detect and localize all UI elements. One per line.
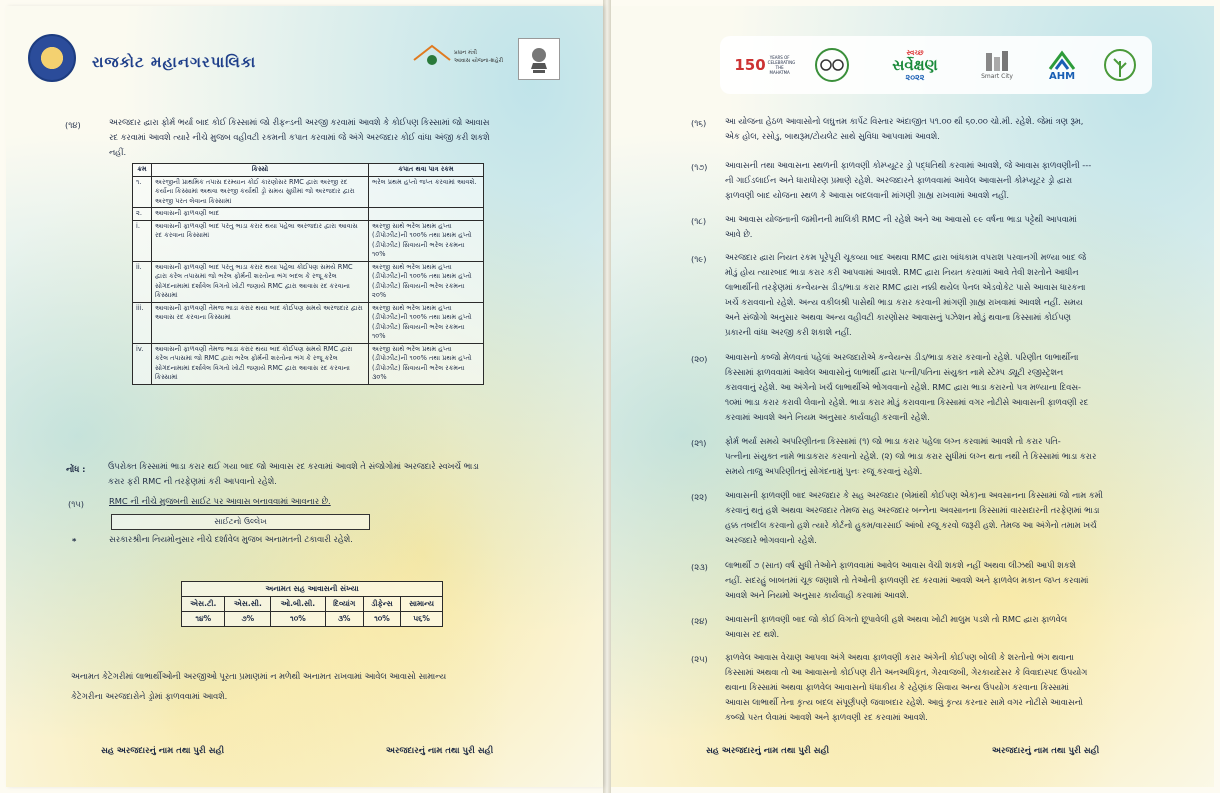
note-line: ઉપરોક્ત કિસ્સામાં ભાડા કરાર થઈ ગયા બાદ જો આવાસ રદ કરવામાં આવશે તે સંજોગોમાં અરજદારે સ્વખર્ચે ભાડા xyxy=(108,461,479,471)
fee-row-case: આવાસની ફાળવણી તેમજ ભાડા કરાર થયા બાદ કોઈપણ સમયે RMC દ્વારા કરેલ તપાસમાં જો RMC દ્વારા ભરેલ ફોર્મની શરતોના ભંગ કે રજૂ કરેલ સોગંદનામામાં દર્શાવેલ વિગતો ખોટી જણાયે RMC દ્વારા આવાસ રદ કરવાના કિસ્સામાં xyxy=(152,343,369,384)
list-item xyxy=(691,488,1161,558)
table-row xyxy=(133,302,484,343)
rule-number: (૨૧) xyxy=(691,438,707,448)
rule-number: (૨૨) xyxy=(691,492,708,502)
rule-line: નહીં. સદરહું બાબતમાં ચૂક જણાશે તો તેઓની ફાળવણી રદ કરવામાં આવશે અને ફાળવેલ મકાન જપ્ત કરવામાં xyxy=(725,575,1089,585)
fee-table-header xyxy=(133,164,484,177)
rule-line: અને સંજોગો અનુસાર અથવા અન્ય વહીવટી કારણોસર આવાસનું પઝેશન મોડું થવાના કિસ્સામાં કોઈપણ xyxy=(725,312,1071,322)
res-table-title-row xyxy=(182,582,443,597)
rule-line: આ આવાસ યોજનાની જમીનની માલિકી RMC ની રહેશે અને આ આવાસો ૯૯ વર્ષના ભાડા પટ્ટેથી આપવામાં xyxy=(725,214,1077,224)
p14-number: (૧૪) xyxy=(65,120,81,130)
swachh-survekshan-logo xyxy=(870,44,960,86)
swachh-line3: ૨૦૨૨ xyxy=(905,72,925,82)
gandhi-150-logo xyxy=(734,44,796,86)
rule-line: પ્રકારની વાંધા અરજી કરી શકાશે નહીં. xyxy=(725,327,852,337)
res-value: ૧૦% xyxy=(363,612,400,627)
fee-row-amount: અરજી સાથે ભરેલ પ્રથમ હપ્તા (ડીપોઝીટ)ની ૧૦૦% તથા પ્રથમ હપ્તો (ડીપોઝીટ) સિવાયની ભરેલ રકમના ૨૦% xyxy=(369,261,484,302)
rule-line: એક હોલ, રસોડુ, બાથરૂમ/ટોયલેટ સાથે સુવિધા આપવામાં આવશે. xyxy=(725,131,940,141)
rule-line: કિસ્સામાં અથવા તો આ આવાસનો કોઈપણ રીતે અનઅધિકૃત, ગેરવાજબી, ગેરકાયદેસર કે વિવાદાસ્પદ ઉપયોગ xyxy=(725,667,1088,677)
pmay-logo-line2: આવાસ યોજના-શહેરી xyxy=(454,58,504,64)
fee-row-sr: iii. xyxy=(133,302,152,343)
res-value: ૩% xyxy=(325,612,363,627)
reservation-line: સરકારશ્રીના નિયમોનુસાર નીચે દર્શાવેલ મુજબ અનામતની ટકાવારી રહેશે. xyxy=(109,534,353,544)
green-city-icon xyxy=(1096,44,1144,86)
fee-row-amount xyxy=(369,208,484,221)
reservation-bullet: * xyxy=(72,536,77,546)
fee-row-sr: ૨. xyxy=(133,208,152,221)
site-mention-box: સાઈટનો ઉલ્લેખ xyxy=(111,514,370,530)
rule-line: પત્નીના સંયુક્ત નામે ભાડાકરાર કરવાનો રહેશે. (૨) જો ભાડા કરાર સુધીમાં લગ્ન થતા નથી તે કિસ્સામાં ભાડા કરાર xyxy=(725,451,1097,461)
note-text xyxy=(108,459,560,489)
ahm-house-icon xyxy=(1047,49,1077,71)
rule-line: ફાળવેલ આવાસ વેચાણ આપવા અંગે અથવા ફાળવણી કરાર અંગેની કોઈપણ બોલી કે શરતોનો ભંગ થવાના xyxy=(725,652,1074,662)
fee-row-case: આવાસની ફાળવણી બાદ xyxy=(152,208,369,221)
fee-row-sr: ૧. xyxy=(133,176,152,208)
co-applicant-signature-label: સહ અરજદારનું નામ તથા પુરી સહી xyxy=(706,746,830,756)
list-item xyxy=(691,212,1161,250)
list-item xyxy=(691,612,1161,650)
note-line: કરાર ફરી RMC ની તરફેણમાં કરી આપવાનો રહેશે. xyxy=(108,476,277,486)
table-row xyxy=(133,343,484,384)
rule-number: (૧૭) xyxy=(691,162,708,172)
fee-row-amount: ભરેલ પ્રથમ હપ્તો જપ્ત કરવામાં આવશે. xyxy=(369,176,484,208)
table-row xyxy=(133,176,484,208)
rule-line: ની ગાઈડલાઈન અને ધારાધોરણ પ્રમાણે રહેશે. અરજદારને ફાળવવામાં આવેલ આવાસની કોમ્પ્યૂટર ડ્રો દ્વારા xyxy=(725,175,1073,185)
rule-text xyxy=(725,212,1165,242)
p15-text: RMC ની નીચે મુજબની સાઈટ પર આવાસ બનાવવામાં આવનાર છે. xyxy=(109,496,331,506)
p14-line: નહીં. xyxy=(109,147,127,157)
note-label: નોંધ : xyxy=(66,464,86,474)
table-row xyxy=(133,220,484,261)
rule-line: કિસ્સામાં ફાળવવામાં આવેલ આવાસોનું લાભાર્થી દ્વારા પત્ની/પતિના સંયુક્ત નામે સ્ટેમ્પ ડ્યૂટી રજીસ્ટ્રેશન xyxy=(725,367,1064,377)
res-value: ૧૦% xyxy=(271,612,325,627)
rule-line: લાભાર્થીની તરફેણમાં કન્વેયન્સ ડીડ/ભાડા કરાર RMC દ્વારા નક્કી થયેલ પેનલ એડવોકેટ પાસે આવાસ ધારકના xyxy=(725,282,1086,292)
list-item xyxy=(691,158,1161,212)
rule-text xyxy=(725,612,1165,642)
res-header: એસ.સી. xyxy=(225,597,271,612)
list-item xyxy=(691,434,1161,488)
fee-row-amount: અરજી સાથે ભરેલ પ્રથમ હપ્તા (ડીપોઝીટ)ની ૧૦૦% તથા પ્રથમ હપ્તો (ડીપોઝીટ) સિવાયની ભરેલ રકમના ૧૦% xyxy=(369,220,484,261)
rule-line: ફોર્મ ભર્યા સમયે અપરિણીતના કિસ્સામાં (૧) જો ભાડા કરાર પહેલા લગ્ન કરવામાં આવશે તો કરાર પતિ- xyxy=(725,436,1061,446)
fee-row-case: આવાસની ફાળવણી બાદ પરંતુ ભાડા કરાર થયા પહેલા કોઈપણ સમયે RMC દ્વારા કરેલ તપાસમાં જો ભરેલ ફોર્મની શરતોના ભંગ બદલ કે રજૂ કરેલ સોગંદનામામાં દર્શાવેલ વિગતો ખોટી જણાયે RMC દ્વારા આવાસ રદ કરવાના કિસ્સામાં xyxy=(152,261,369,302)
rule-line: અરજદાર દ્વારા નિયત રકમ પૂરેપૂરી ચૂકવ્યા બાદ અથવા RMC દ્વારા બાંધકામ વપરાશ પરવાનગી મળ્યા બાદ જે xyxy=(725,252,1086,262)
reserve-line: અનામત કેટેગરીમાં લાભાર્થીઓની અરજીઓ પૂરતા પ્રમાણમાં ન મળેથી અનામત રાખવામાં આવેલ આવાસો સામાન્ય xyxy=(71,671,447,681)
rule-line: લાભાર્થી ૭ (સાત) વર્ષ સુધી તેઓને ફાળવવામાં આવેલ આવાસ વેંચી શકશે નહીં અથવા લીઝથી આપી શકશે xyxy=(725,560,1076,570)
table-row xyxy=(133,208,484,221)
rule-text xyxy=(725,350,1165,425)
rule-number: (૧૮) xyxy=(691,216,707,226)
rule-line: ખર્ચે કરાવવાનો રહેશે. અન્ય વકીલશ્રી પાસેથી ભાડા કરાર કરવાની માંગણી ગ્રાહ્ય રાખવામાં આવશે નહીં. સમય xyxy=(725,297,1083,307)
p14-line: અરજદાર દ્વારા ફોર્મ ભર્યા બાદ કોઈ કિસ્સામાં જો રીફન્ડની અરજી કરવામાં આવશે કે કોઈપણ કિસ્સામાં જો આવાસ xyxy=(109,117,490,127)
fee-row-sr: iv. xyxy=(133,343,152,384)
rules-list xyxy=(691,114,1161,730)
list-item xyxy=(691,650,1161,730)
reservation-table xyxy=(181,581,443,627)
table-row xyxy=(133,261,484,302)
rule-line: આવાસની તથા આવાસના સ્થળની ફાળવણી કોમ્પ્યૂટર ડ્રો પદ્ધતિથી કરવામાં આવશે, જે આવાસ ફાળવણીની --- xyxy=(725,160,1092,170)
swachh-line2: સર્વેક્ષણ xyxy=(892,55,938,74)
rule-line: સમયે તાજુ અપરિણીતનું સોગંદનામું પુનઃ રજૂ કરવાનું રહેશે. xyxy=(725,466,923,476)
ahm-label: AHM xyxy=(1048,70,1076,82)
left-page xyxy=(6,6,603,787)
rule-line: કરાવવાનું રહેશે. આ અંગેનો ખર્ચ લાભાર્થીએ ભોગવવાનો રહેશે. RMC દ્વારા ભાડા કરારનો પત્ર મળ્યાના દિવસ- xyxy=(725,382,1081,392)
fee-header-case: કિસ્સો xyxy=(152,164,369,177)
org-title: રાજકોટ મહાનગરપાલિકા xyxy=(92,53,257,71)
p14-line: રદ કરવામાં આવશે ત્યારે નીચે મુજબ વહીવટી રકમની કપાત કરવામાં જે અંગે અરજદાર કોઈ વાંધા અંજી કરી શકશે xyxy=(109,132,490,142)
smart-city-icon xyxy=(983,51,1011,73)
swachh-line1: સ્વચ્છ xyxy=(906,48,924,57)
res-header: દિવ્યાંગ xyxy=(325,597,363,612)
applicant-signature-label: અરજદારનું નામ તથા પુરી સહી xyxy=(386,746,494,756)
rule-line: આવાસની ફાળવણી બાદ અરજદાર કે સહ અરજદાર (બેમાંથી કોઈપણ એક)ના અવસાનના કિસ્સામાં જો નામ કમી xyxy=(725,490,1103,500)
table-row xyxy=(182,612,443,627)
p15-number: (૧૫) xyxy=(68,499,84,509)
rule-number: (૧૬) xyxy=(691,118,707,128)
res-header: એસ.ટી. xyxy=(182,597,225,612)
rule-line: આવાસ રદ થશે. xyxy=(725,629,780,639)
rule-line: કરવાનું થતું હશે અથવા અરજદાર તેમજ સહ અરજદાર બન્નેના અવસાનના કિસ્સામાં વારસદારની તરફેણમાં ભાડા xyxy=(725,505,1100,515)
list-item xyxy=(691,558,1161,612)
rule-text xyxy=(725,434,1165,479)
rule-line: થવાના કિસ્સામાં અથવા ફાળવેલ આવાસનો ધંધાકીય કે રહેણાંક સિવાય અન્ય ઉપયોગ કરવાના કિસ્સામાં xyxy=(725,682,1069,692)
rule-text xyxy=(725,650,1165,725)
ahm-logo xyxy=(1036,44,1088,86)
rule-text xyxy=(725,114,1165,144)
list-item xyxy=(691,350,1161,434)
reserve-paragraph xyxy=(71,666,571,706)
rmc-emblem-icon xyxy=(28,34,76,82)
applicant-signature-label: અરજદારનું નામ તથા પુરી સહી xyxy=(992,746,1100,756)
rule-text xyxy=(725,158,1165,203)
res-header: ડીફેન્સ xyxy=(363,597,400,612)
fee-row-amount: અરજી સાથે ભરેલ પ્રથમ હપ્તા (ડીપોઝીટ)ની ૧૦૦% તથા પ્રથમ હપ્તો (ડીપોઝીટ) સિવાયની ભરેલ રકમના ૧૦% xyxy=(369,302,484,343)
gandhi-150-caption: YEARS OF CELEBRATING THE MAHATMA xyxy=(767,55,796,75)
partner-logo-strip xyxy=(720,36,1152,94)
fee-row-case: આવાસની ફાળવણી બાદ પરંતુ ભાડા કરાર થયા પહેલા અરજદાર દ્વારા આવાસ રદ કરવાના કિસ્સામાં xyxy=(152,220,369,261)
fee-header-amount: કપાત થવા પાત્ર રકમ xyxy=(369,164,484,177)
fee-row-sr: ii. xyxy=(133,261,152,302)
reserve-line: કેટેગરીના અરજદારોને ડ્રોમાં ફાળવવામાં આવશે. xyxy=(71,691,228,701)
page-gutter xyxy=(603,0,611,793)
rule-line: હક્ક તબદીલ કરવાનો હશે ત્યારે કોર્ટનો હુકમ/વારસાઈ આંબો રજૂ કરવો જરૂરી હશે. તેમજ આ અંગેનો તમામ ખર્ચ xyxy=(725,520,1097,530)
fee-header-sr: ક્રમ xyxy=(133,164,152,177)
rule-text xyxy=(725,558,1165,603)
res-value: ૧૪% xyxy=(182,612,225,627)
fee-row-case: આવાસની ફાળવણી તેમજ ભાડા કરાર થયા બાદ કોઈપણ સમયે અરજદાર દ્વારા આવાસ રદ કરવાના કિસ્સામાં xyxy=(152,302,369,343)
state-emblem-icon xyxy=(518,38,560,80)
res-value: ૭% xyxy=(225,612,271,627)
rule-text xyxy=(725,250,1165,340)
swachh-bharat-icon xyxy=(810,44,854,86)
res-value: ૫૬% xyxy=(401,612,443,627)
smart-city-logo xyxy=(966,44,1028,86)
res-header: ઓ.બી.સી. xyxy=(271,597,325,612)
rule-line: આવાસની ફાળવણી બાદ જો કોઈ વિગતો છૂપાવેલી હશે અથવા ખોટી માલુમ પડશે તો RMC દ્વારા ફાળવેલ xyxy=(725,614,1068,624)
rule-line: આવાસ લાભાર્થી તેના કૃત્ય બદલ સંપૂર્ણપણે જવાબદાર રહેશે. આવું કૃત્ય કરનાર સામે વગર નોટીસે આવાસનો xyxy=(725,697,1083,707)
rule-line: કબ્જો પરત લેવામાં આવશે અને ફાળવણી રદ કરવામાં આવશે. xyxy=(725,712,928,722)
res-header: સામાન્ય xyxy=(401,597,443,612)
pmay-logo-line1: પ્રધાન મંત્રી xyxy=(454,50,477,56)
fee-row-case: અરજીની પ્રાથમિક તપાસ દરમ્યાન કોઈ કારણોસર RMC દ્વારા અરજી રદ કર્યાના કિસ્સામાં અથવા અરજી કર્યાથી ડ્રો સમય સુધીમાં જો અરજદાર દ્વારા અરજી પરત લેવાના કિસ્સામાં xyxy=(152,176,369,208)
rule-text xyxy=(725,488,1165,548)
rule-number: (૨૪) xyxy=(691,616,708,626)
fee-row-sr: i. xyxy=(133,220,152,261)
rule-line: મોડું હોય ત્યારબાદ ભાડા કરાર કરી આપવામાં આવશે. RMC દ્વારા નિયત કરવામાં આવે તેવી શરતોને આધીન xyxy=(725,267,1079,277)
smart-city-label: Smart City xyxy=(981,72,1013,80)
res-table-title: અનામત સહ આવાસની સંખ્યા xyxy=(182,582,443,597)
pmay-logo-icon xyxy=(410,40,510,76)
rule-line: ફાળવણી બાદ યોજના સ્થળ કે આવાસ બદલવાની માંગણી ગ્રાહ્ય રાખવામાં આવશે નહીં. xyxy=(725,190,1009,200)
list-item xyxy=(691,250,1161,350)
list-item xyxy=(691,114,1161,158)
rule-number: (૨૩) xyxy=(691,562,708,572)
rule-line: આવશે અને નિયમો અનુસાર કાર્યવાહી કરવામાં આવશે. xyxy=(725,590,909,600)
p14-text xyxy=(109,115,559,160)
rule-line: આ યોજના હેઠળ આવાસોનો લઘુત્તમ કાર્પેટ વિસ્તાર અંદાજીત ૫૧.૦૦ થી ૬૦.૦૦ ચો.મી. રહેશે. જેમાં ત્રણ રૂમ, xyxy=(725,116,1084,126)
fee-row-amount: અરજી સાથે ભરેલ પ્રથમ હપ્તા (ડીપોઝીટ)ની ૧૦૦% તથા પ્રથમ હપ્તો (ડીપોઝીટ) સિવાયની ભરેલ રકમના ૩૦% xyxy=(369,343,484,384)
rule-line: આવે છે. xyxy=(725,229,753,239)
right-page xyxy=(611,6,1214,787)
rule-line: કરવામાં આવશે અને નિયમ અનુસાર કાર્યવાહી કરવાની રહેશે. xyxy=(725,412,930,422)
rule-number: (૧૯) xyxy=(691,254,707,264)
res-table-header-row xyxy=(182,597,443,612)
rule-line: આવાસનો કબ્જો મેળવતાં પહેલાં અરજદારોએ કન્વેયન્સ ડીડ/ભાડા કરાર કરવાનો રહેશે. પરિણીત લાભાર્થીના xyxy=(725,352,1079,362)
rule-number: (૨૫) xyxy=(691,654,708,664)
fee-deduction-table xyxy=(132,163,484,385)
rule-line: અરજદારે ભોગવવાનો રહેશે. xyxy=(725,535,817,545)
gandhi-150-number: 150 xyxy=(734,56,766,74)
co-applicant-signature-label: સહ અરજદારનું નામ તથા પુરી સહી xyxy=(101,746,225,756)
rule-line: ૧૦માં ભાડા કરાર કરાવી લેવાનો રહેશે. ભાડા કરાર મોડું કરાવવાના કિસ્સામાં વગર નોટીસે આવાસની ફાળવણી રદ xyxy=(725,397,1089,407)
rule-number: (૨૦) xyxy=(691,354,708,364)
